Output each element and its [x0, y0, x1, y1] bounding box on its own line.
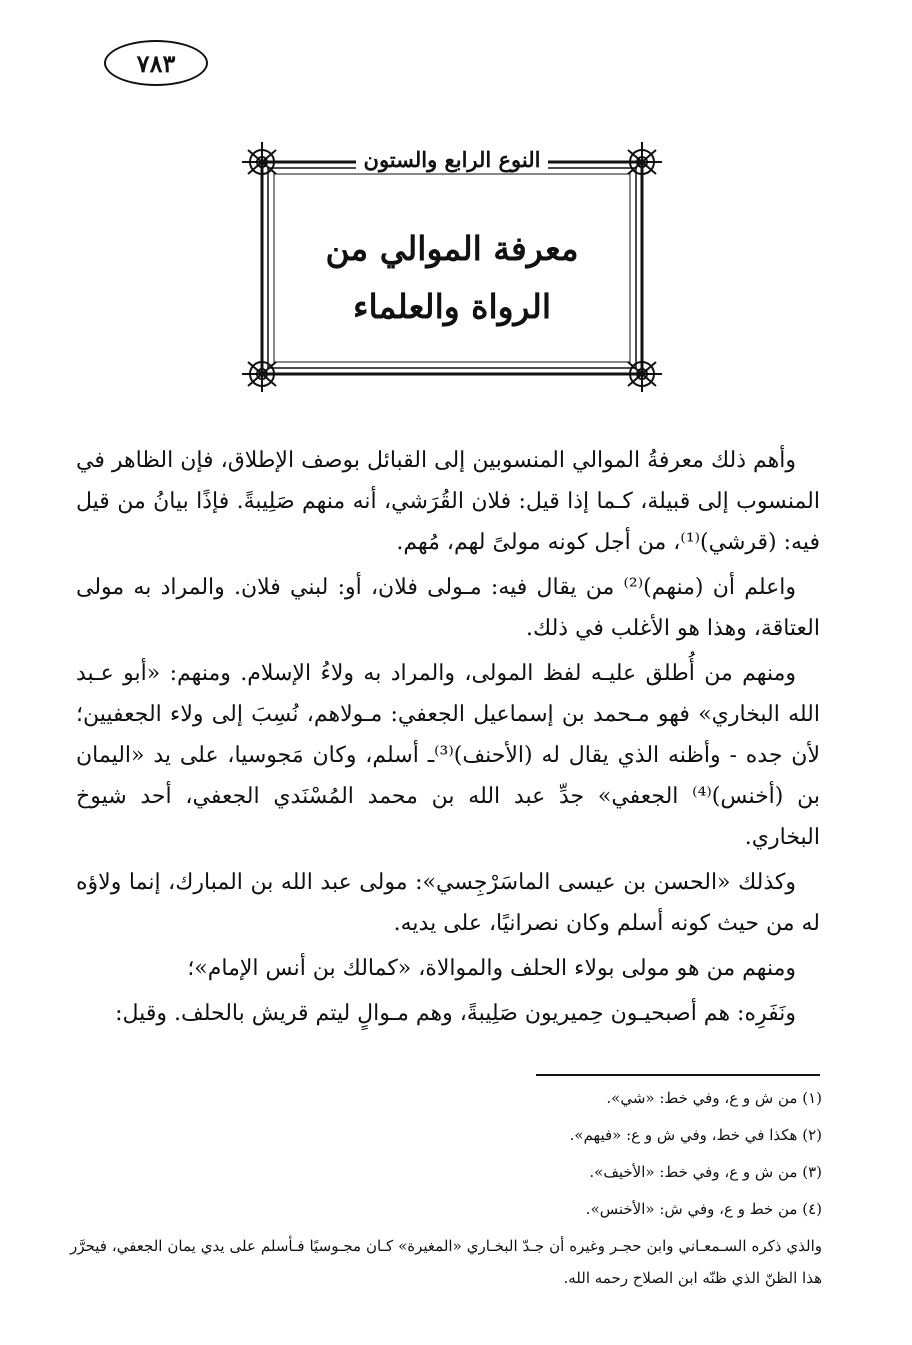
footnotes: [70, 1082, 822, 1294]
paragraph: ونَفَرِه: هم أصبحيـون حِميريون صَلِيبةً، وهم مـوالٍ ليتم قريش بالحلف. وقيل:: [115, 1001, 796, 1026]
page-number: ٧٨٣: [104, 40, 208, 86]
footnote: (٣) من ش و ع، وفي خط: «الأخيف».: [589, 1163, 822, 1181]
chapter-kind: النوع الرابع والستون: [240, 144, 664, 176]
body-text: [76, 440, 820, 1038]
corner-ornament-bottom-left: [242, 354, 282, 392]
footnote-note: والذي ذكره السـمعـاني وابن حجـر وغيره أن جـدّ البخـاري «المغيرة» كـان مجـوسيًا فـأسلم على يدي يمان الجعفي، فيحرَّر هذا الظنّ الذي ظنّه ابن الصلاح رحمه الله.: [70, 1237, 822, 1287]
chapter-title: معرفة الموالي من الرواة والعلماء: [325, 229, 579, 326]
footnote: (٤) من خط و ع، وفي ش: «الأخنس».: [585, 1200, 822, 1218]
footnote: (١) من ش و ع، وفي خط: «شي».: [606, 1089, 822, 1107]
paragraph: ومنهم من هو مولى بولاء الحلف والموالاة، «كمالك بن أنس الإمام»؛: [187, 956, 796, 981]
paragraph: وكذلك «الحسن بن عيسى الماسَرْجِسي»: مولى عبد الله بن المبارك، إنما ولاؤه له من حيث كونه أسلم وكان نصرانيًا، على يديه.: [76, 870, 820, 936]
paragraph: ومنهم من أُطلق عليـه لفظ المولى، والمراد به ولاءُ الإسلام. ومنهم: «أبو عـبد الله البخاري» فهو مـحمد بن إسماعيل الجعفي: مـولاهم، نُسِبَ إلى ولاء الجعفيين؛ لأن جده - وأظنه الذي يقال له (الأحنف)⁽³⁾ـ أسلم، وكان مَجوسيا، على يد «اليمان بن (أخنس)⁽⁴⁾ الجعفي» جدِّ عبد الله بن محمد المُسْنَدي الجعفي، أحد شيوخ البخاري.: [76, 661, 820, 850]
corner-ornament-bottom-right: [622, 354, 662, 392]
footnote: (٢) هكذا في خط، وفي ش و ع: «فيهم».: [569, 1126, 822, 1144]
paragraph: واعلم أن (منهم)⁽²⁾ من يقال فيه: مـولى فلان، أو: لبني فلان. والمراد به مولى العتاقة، وهذا هو الأغلب في ذلك.: [76, 575, 820, 641]
footnote-separator: [536, 1074, 820, 1076]
title-frame: [240, 142, 664, 392]
paragraph: وأهم ذلك معرفةُ الموالي المنسوبين إلى القبائل بوصف الإطلاق، فإن الظاهر في المنسوب إلى قبيلة، كـما إذا قيل: فلان القُرَشي، أنه منهم صَلِيبةً. فإذًا بيانُ من قيل فيه: (قرشي)⁽¹⁾، من أجل كونه مولىً لهم، مُهم.: [76, 448, 820, 555]
